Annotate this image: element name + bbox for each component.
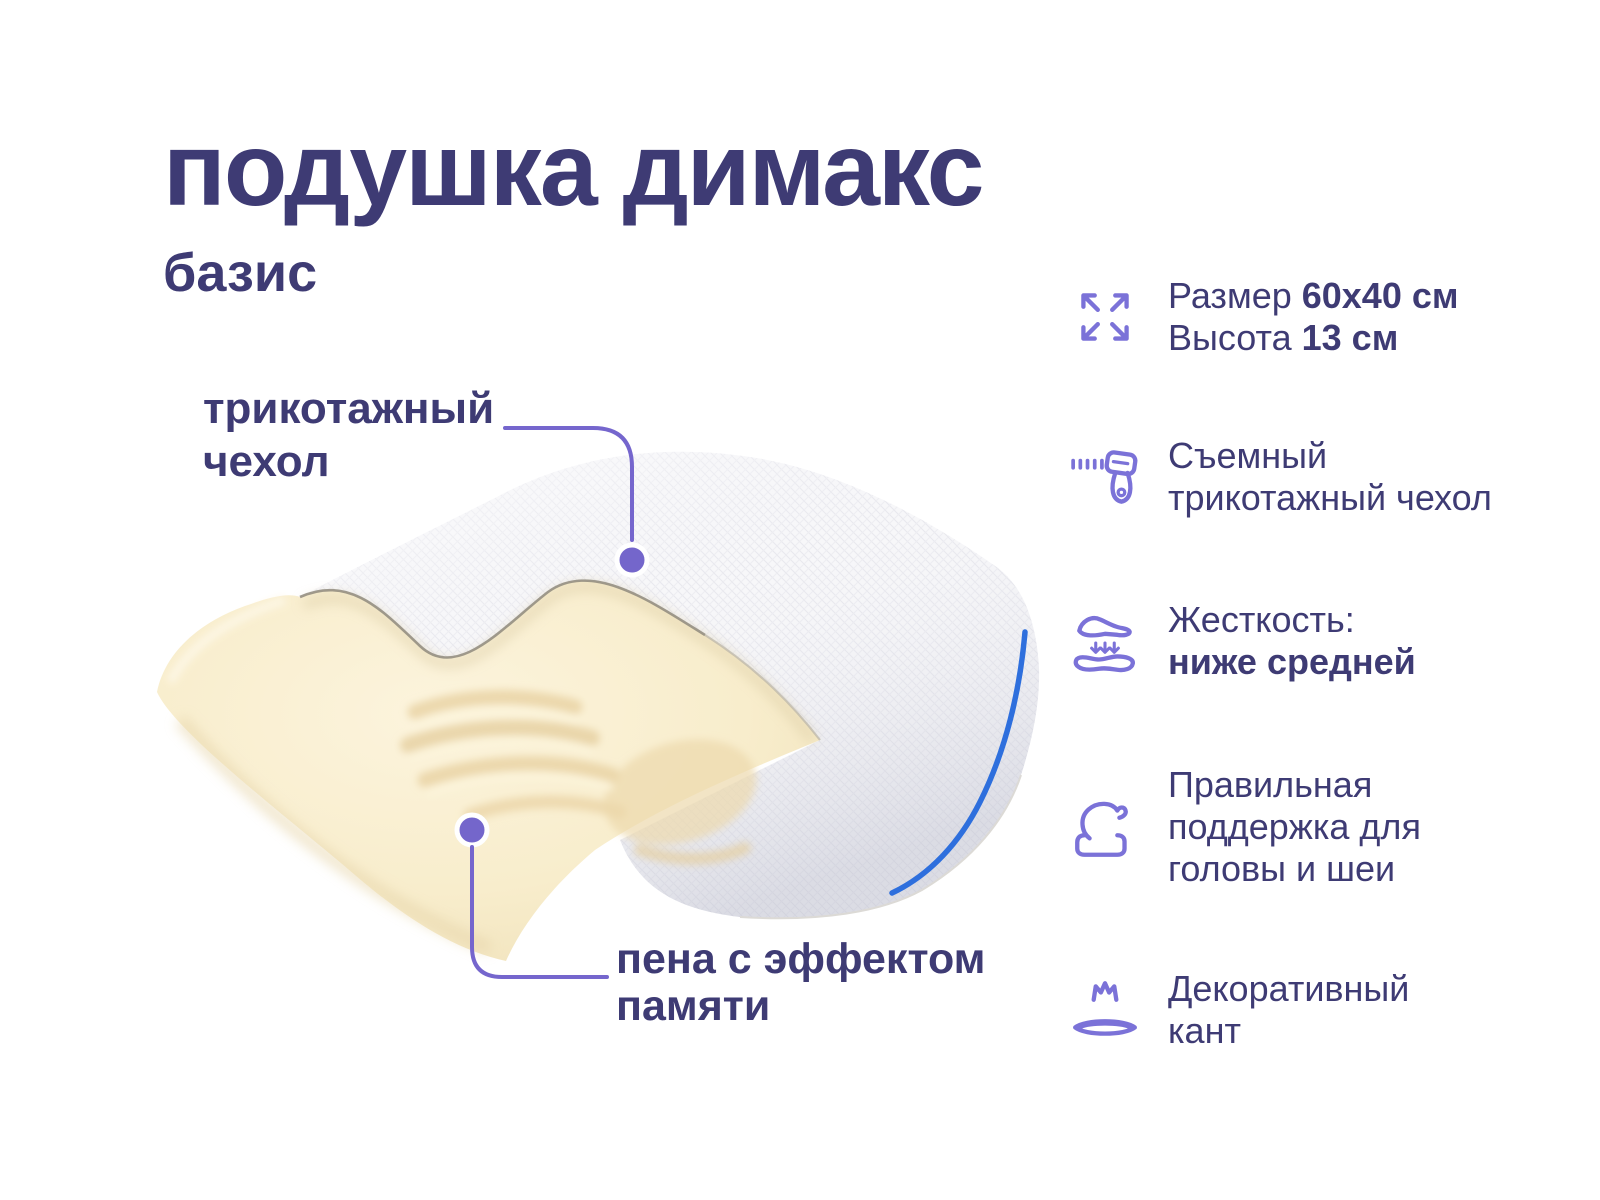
product-subtitle: базис — [163, 243, 318, 303]
callout-label-foam-line1: пена с эффектом — [616, 935, 986, 983]
softness-icon — [1062, 604, 1148, 678]
feature-firmness-text: Жесткость: ниже средней — [1168, 599, 1416, 682]
feature-removable-cover-text: Съемный трикотажный чехол — [1168, 435, 1492, 518]
head-support-icon — [1062, 790, 1148, 864]
callout-label-cover — [203, 382, 494, 488]
feature-size-text: Размер 60x40 см Высота 13 см — [1168, 275, 1459, 358]
callout-label-cover-line1: трикотажный — [203, 384, 495, 433]
expand-arrows-icon — [1062, 280, 1148, 354]
feature-firmness — [1062, 599, 1416, 683]
callout-label-foam — [616, 936, 985, 1030]
feature-decorative-piping — [1062, 968, 1409, 1052]
feature-removable-cover — [1062, 435, 1492, 519]
title-block — [163, 112, 983, 303]
callout-foam-dot — [457, 815, 487, 845]
zipper-icon — [1062, 440, 1148, 514]
feature-support-text: Правильная поддержка для головы и шеи — [1168, 764, 1421, 889]
feature-size — [1062, 275, 1459, 359]
callout-label-cover-line2: чехол — [203, 437, 330, 486]
crown-pillow-icon — [1062, 973, 1148, 1047]
callout-cover-dot — [617, 545, 647, 575]
callout-label-foam-line2: памяти — [616, 982, 771, 1030]
feature-support — [1062, 764, 1421, 890]
feature-decorative-piping-text: Декоративный кант — [1168, 968, 1410, 1051]
product-title: подушка димакс — [163, 112, 983, 228]
